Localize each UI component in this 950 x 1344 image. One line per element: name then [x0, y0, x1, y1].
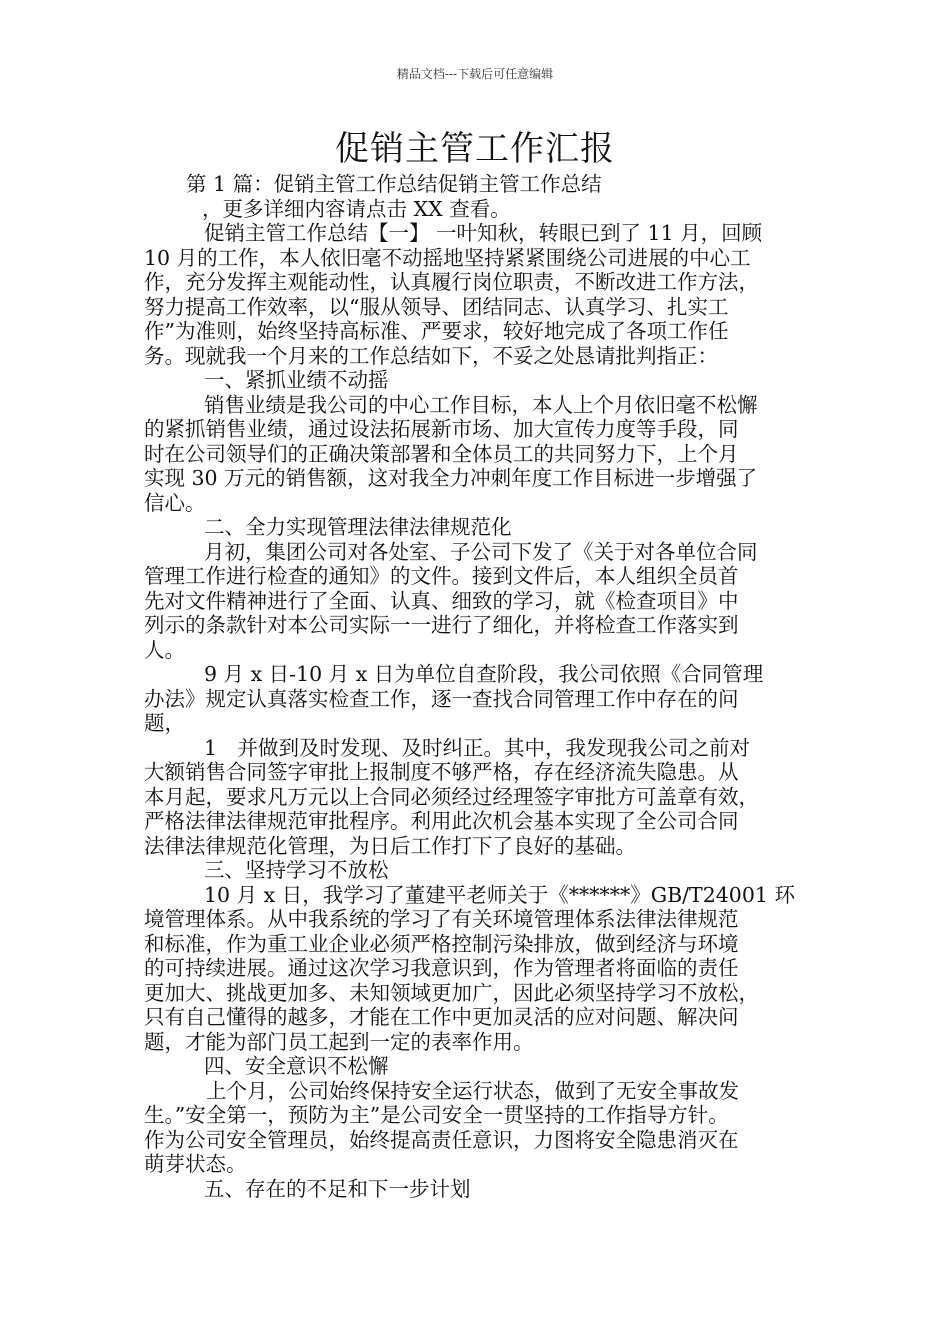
paragraph-line: 促销主管工作总结【一】 一叶知秋，转眼已到了 11 月，回顾: [204, 221, 763, 245]
paragraph-line: 作”为准则，始终坚持高标准、严要求，较好地完成了各项工作任: [144, 319, 729, 343]
paragraph-line: 作为公司安全管理员，始终提高责任意识，力图将安全隐患消灭在: [144, 1127, 739, 1152]
paragraph-line: 10 月的工作，本人依旧毫不动摇地坚持紧紧围绕公司进展的中心工: [144, 245, 751, 270]
paragraph-line: 列示的条款针对本公司实际一一进行了细化，并将检查工作落实到: [144, 613, 739, 637]
section-heading: 三、坚持学习不放松: [204, 858, 389, 882]
paragraph-line: 月初，集团公司对各处室、子公司下发了《关于对各单位合同: [204, 539, 758, 564]
document-title: 促销主管工作汇报: [335, 129, 615, 169]
paragraph-line: 只有自己懂得的越多，才能在工作中更加灵活的应对问题、解决问: [144, 1005, 739, 1029]
section-heading: 二、全力实现管理法律法律规范化: [204, 515, 512, 539]
article-heading: 第 1 篇：促销主管工作总结促销主管工作总结: [186, 172, 602, 196]
paragraph-line: 的可持续进展。通过这次学习我意识到，作为管理者将面临的责任: [144, 956, 739, 980]
paragraph-line: 管理工作进行检查的通知》的文件。接到文件后，本人组织全员首: [144, 564, 739, 588]
paragraph-line: 9 月 x 日-10 月 x 日为单位自查阶段，我公司依照《合同管理: [204, 662, 764, 686]
paragraph-line: 境管理体系。从中我系统的学习了有关环境管理体系法律法律规范: [144, 907, 739, 931]
paragraph-line: 人。: [144, 637, 185, 662]
paragraph-line: 生。”安全第一，预防为主”是公司安全一贯坚持的工作指导方针。: [144, 1103, 729, 1127]
paragraph-line: 题，才能为部门员工起到一定的表率作用。: [144, 1029, 534, 1054]
section-heading: 四、安全意识不松懈: [204, 1054, 389, 1078]
paragraph-line: 严格法律法律规范审批程序。利用此次机会基本实现了全公司合同: [144, 809, 739, 833]
paragraph-line: 实现 30 万元的销售额，这对我全力冲刺年度工作目标进一步增强了: [144, 466, 758, 490]
paragraph-line: 1 并做到及时发现、及时纠正。其中，我发现我公司之前对: [204, 735, 751, 760]
document-body: [144, 172, 814, 1201]
paragraph-line: 务。现就我一个月来的工作总结如下，不妥之处恳请批判指正：: [144, 343, 718, 368]
paragraph-line: 更加大、挑战更加多、未知领域更加广，因此必须坚持学习不放松，: [144, 980, 759, 1005]
paragraph-line: 先对文件精神进行了全面、认真、细致的学习，就《检查项目》中: [144, 588, 739, 613]
paragraph-line: 的紧抓销售业绩，通过设法拓展新市场、加大宣传力度等手段，同: [144, 417, 739, 441]
section-heading: 一、紧抓业绩不动摇: [204, 368, 389, 392]
paragraph-line: 努力提高工作效率，以“服从领导、团结同志、认真学习、扎实工: [144, 294, 729, 319]
paragraph-line: ，更多详细内容请点击 XX 查看。: [202, 196, 511, 221]
paragraph-line: 法律法律规范化管理，为日后工作打下了良好的基础。: [144, 833, 636, 858]
paragraph-line: 作，充分发挥主观能动性，认真履行岗位职责，不断改进工作方法，: [144, 270, 759, 294]
paragraph-line: 萌芽状态。: [144, 1152, 247, 1176]
paragraph-line: 和标准，作为重工业企业必须严格控制污染排放，做到经济与环境: [144, 931, 739, 956]
paragraph-line: 办法》规定认真落实检查工作，逐一查找合同管理工作中存在的问: [144, 686, 739, 711]
paragraph-line: 信心。: [144, 490, 206, 515]
paragraph-line: 大额销售合同签字审批上报制度不够严格，存在经济流失隐患。从: [144, 760, 739, 784]
paragraph-line: 题，: [144, 711, 185, 735]
paragraph-line: 本月起，要求凡万元以上合同必须经过经理签字审批方可盖章有效，: [144, 784, 759, 809]
paragraph-line: 上个月，公司始终保持安全运行状态，做到了无安全事故发: [206, 1078, 739, 1103]
paragraph-line: 时在公司领导们的正确决策部署和全体员工的共同努力下，上个月: [144, 441, 739, 466]
header-note: 精品文档---下载后可任意编辑: [396, 67, 554, 81]
paragraph-line: 销售业绩是我公司的中心工作目标，本人上个月依旧毫不松懈: [204, 392, 758, 417]
section-heading: 五、存在的不足和下一步计划: [204, 1176, 471, 1201]
paragraph-line: 10 月 x 日，我学习了董建平老师关于《******》GB/T24001 环: [204, 882, 795, 907]
